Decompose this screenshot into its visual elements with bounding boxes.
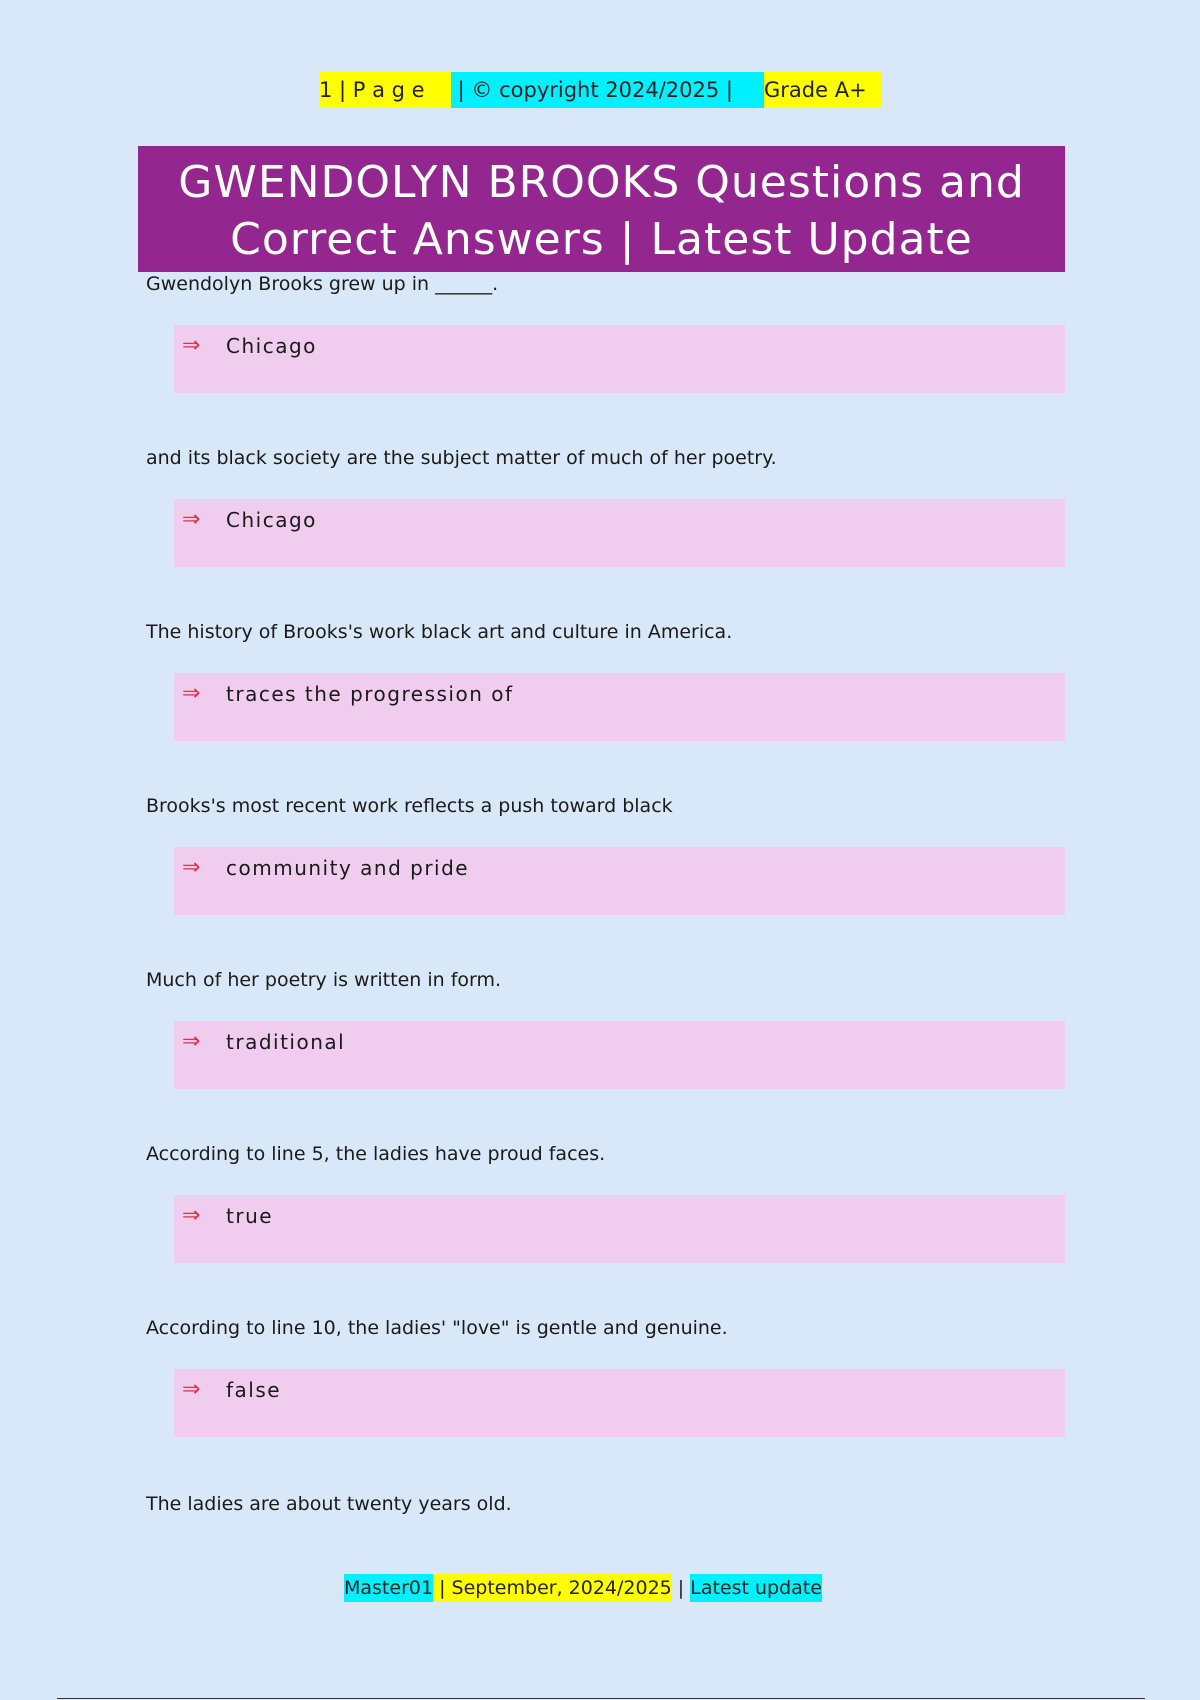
answer-text: Chicago — [226, 508, 317, 532]
question-text: Gwendolyn Brooks grew up in ______. — [146, 273, 499, 295]
page-number-label: 1 | P a g e — [319, 72, 451, 108]
answer-text: false — [226, 1378, 282, 1402]
footer-update: Latest update — [690, 1574, 822, 1602]
right-double-arrow-icon: ⇒ — [182, 681, 201, 706]
question-text: Much of her poetry is written in form. — [146, 969, 502, 991]
answer-box — [174, 847, 1065, 915]
question-text: According to line 10, the ladies' "love" is gentle and genuine. — [146, 1317, 728, 1339]
page-header — [319, 72, 882, 108]
question-text: The history of Brooks's work black art and culture in America. — [146, 621, 733, 643]
right-double-arrow-icon: ⇒ — [182, 1377, 201, 1402]
footer-separator: | — [671, 1577, 691, 1599]
answer-box — [174, 673, 1065, 741]
question-text: Brooks's most recent work reflects a push toward black — [146, 795, 673, 817]
title-line-1: GWENDOLYN BROOKS Questions and — [178, 157, 1025, 208]
footer-date: September, 2024/2025 — [452, 1574, 672, 1602]
right-double-arrow-icon: ⇒ — [182, 855, 201, 880]
answer-text: traces the progression of — [226, 682, 514, 706]
answer-text: traditional — [226, 1030, 346, 1054]
footer-divider — [57, 1698, 1145, 1699]
answer-box — [174, 325, 1065, 393]
answer-box — [174, 499, 1065, 567]
right-double-arrow-icon: ⇒ — [182, 507, 201, 532]
footer-separator: | — [433, 1574, 451, 1602]
answer-box — [174, 1195, 1065, 1263]
copyright-label: | © copyright 2024/2025 | — [451, 72, 764, 108]
footer-author: Master01 — [344, 1574, 433, 1602]
page-footer — [344, 1574, 822, 1602]
right-double-arrow-icon: ⇒ — [182, 1203, 201, 1228]
question-text: and its black society are the subject matter of much of her poetry. — [146, 447, 777, 469]
grade-label: Grade A+ — [764, 72, 882, 108]
title-line-2: Correct Answers | Latest Update — [230, 214, 973, 265]
answer-box — [174, 1021, 1065, 1089]
question-text: According to line 5, the ladies have proud faces. — [146, 1143, 606, 1165]
answer-text: community and pride — [226, 856, 470, 880]
answer-text: true — [226, 1204, 274, 1228]
question-text: The ladies are about twenty years old. — [146, 1493, 512, 1515]
title-banner — [138, 146, 1065, 272]
answer-text: Chicago — [226, 334, 317, 358]
answer-box — [174, 1369, 1065, 1437]
right-double-arrow-icon: ⇒ — [182, 1029, 201, 1054]
right-double-arrow-icon: ⇒ — [182, 333, 201, 358]
